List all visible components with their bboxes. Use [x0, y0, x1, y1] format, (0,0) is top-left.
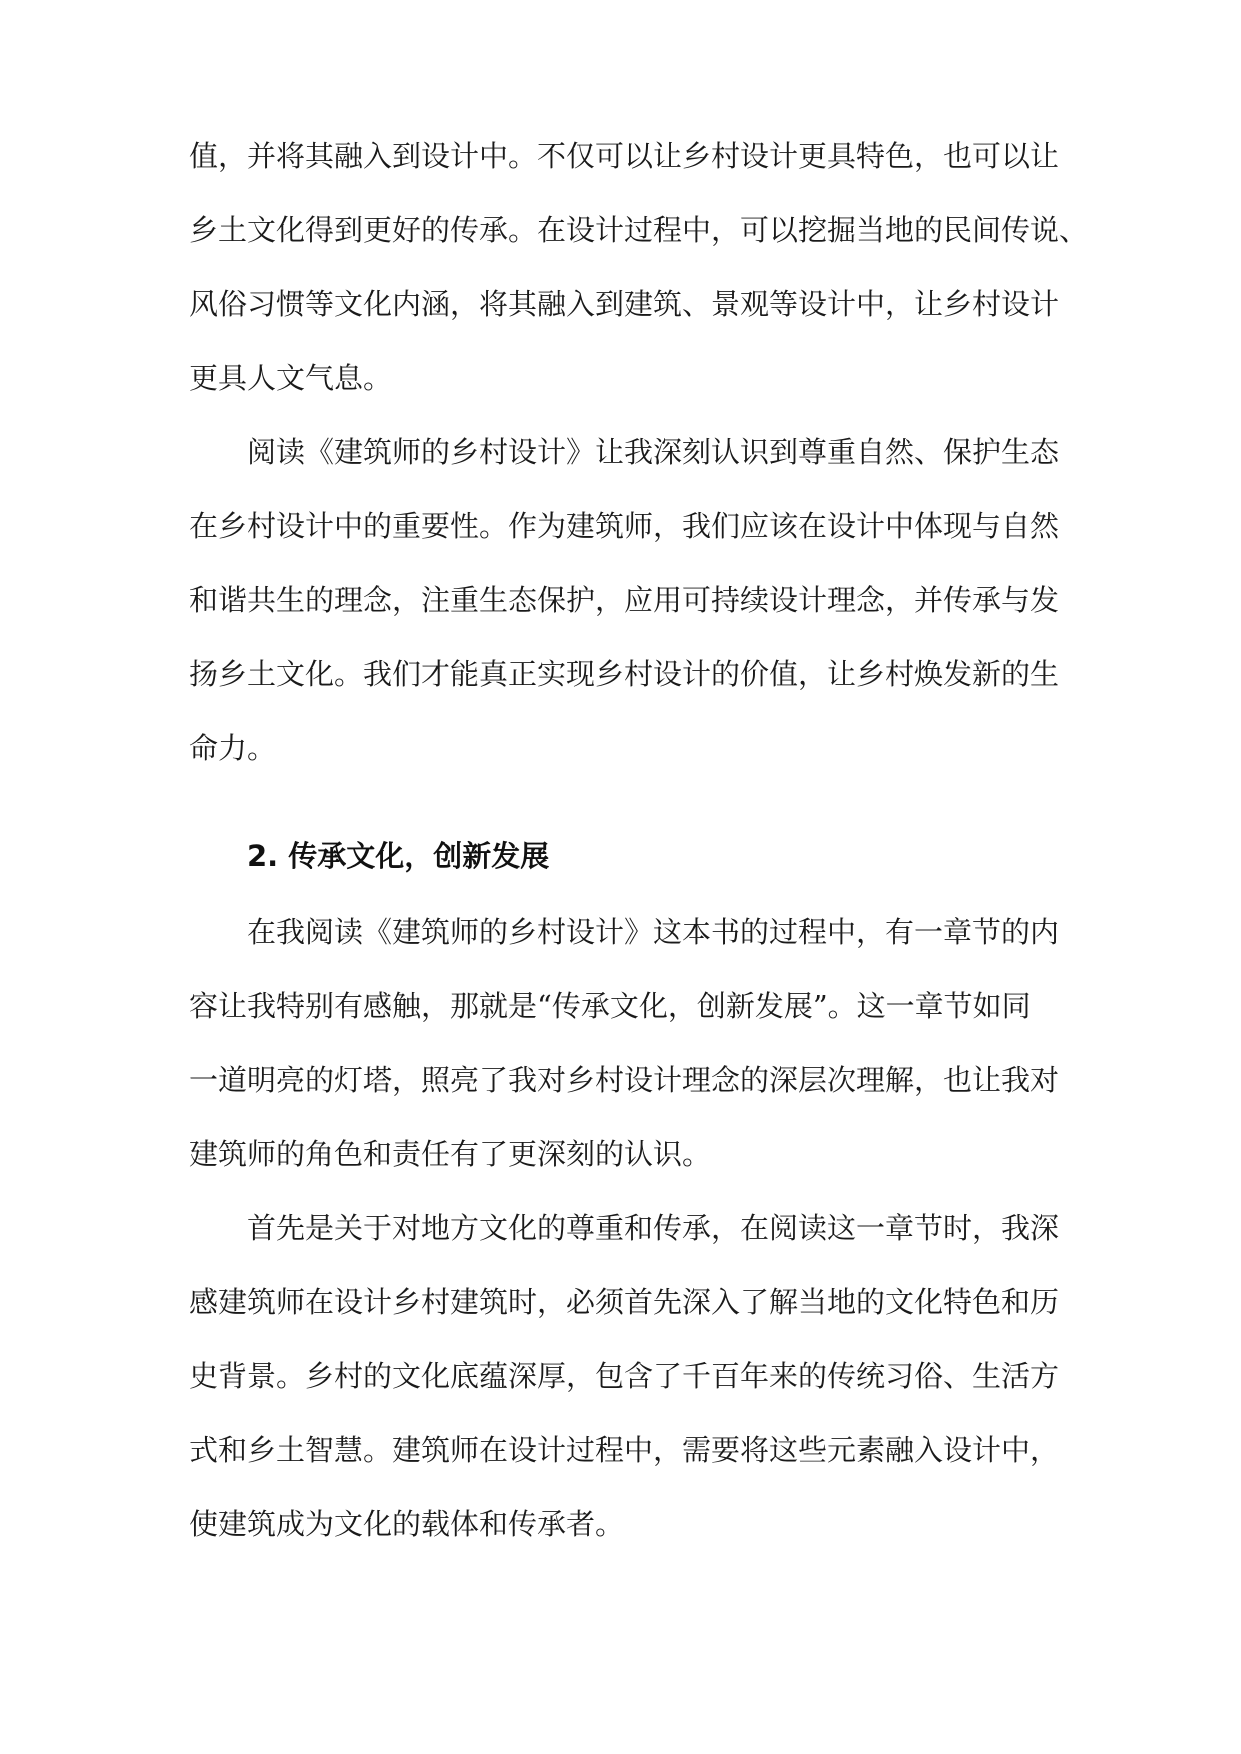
paragraph-2-line-2: 在乡村设计中的重要性。作为建筑师，我们应该在设计中体现与自然	[189, 509, 1060, 543]
paragraph-3-line-4: 建筑师的角色和责任有了更深刻的认识。	[189, 1137, 712, 1171]
paragraph-1-line-3: 风俗习惯等文化内涵，将其融入到建筑、景观等设计中，让乡村设计	[189, 287, 1060, 321]
paragraph-1-line-2: 乡土文化得到更好的传承。在设计过程中，可以挖掘当地的民间传说、	[189, 213, 1089, 247]
paragraph-2-line-5: 命力。	[189, 731, 277, 765]
paragraph-1-line-4: 更具人文气息。	[189, 361, 393, 395]
paragraph-4-line-3: 史背景。乡村的文化底蕴深厚，包含了千百年来的传统习俗、生活方	[189, 1359, 1060, 1393]
paragraph-3-line-2: 容让我特别有感触，那就是“传承文化，创新发展”。这一章节如同	[189, 989, 1031, 1023]
paragraph-4-line-4: 式和乡土智慧。建筑师在设计过程中，需要将这些元素融入设计中，	[189, 1433, 1060, 1467]
section-heading: 2. 传承文化，创新发展	[247, 839, 550, 873]
paragraph-3-line-3: 一道明亮的灯塔，照亮了我对乡村设计理念的深层次理解，也让我对	[189, 1063, 1060, 1097]
paragraph-2-line-3: 和谐共生的理念，注重生态保护，应用可持续设计理念，并传承与发	[189, 583, 1060, 617]
paragraph-4-line-1: 首先是关于对地方文化的尊重和传承，在阅读这一章节时，我深	[247, 1211, 1060, 1245]
paragraph-1-line-1: 值，并将其融入到设计中。不仅可以让乡村设计更具特色，也可以让	[189, 139, 1060, 173]
paragraph-4-line-5: 使建筑成为文化的载体和传承者。	[189, 1507, 625, 1541]
paragraph-3-line-1: 在我阅读《建筑师的乡村设计》这本书的过程中，有一章节的内	[247, 915, 1060, 949]
paragraph-2-line-4: 扬乡土文化。我们才能真正实现乡村设计的价值，让乡村焕发新的生	[189, 657, 1060, 691]
paragraph-2-line-1: 阅读《建筑师的乡村设计》让我深刻认识到尊重自然、保护生态	[247, 435, 1060, 469]
paragraph-4-line-2: 感建筑师在设计乡村建筑时，必须首先深入了解当地的文化特色和历	[189, 1285, 1060, 1319]
